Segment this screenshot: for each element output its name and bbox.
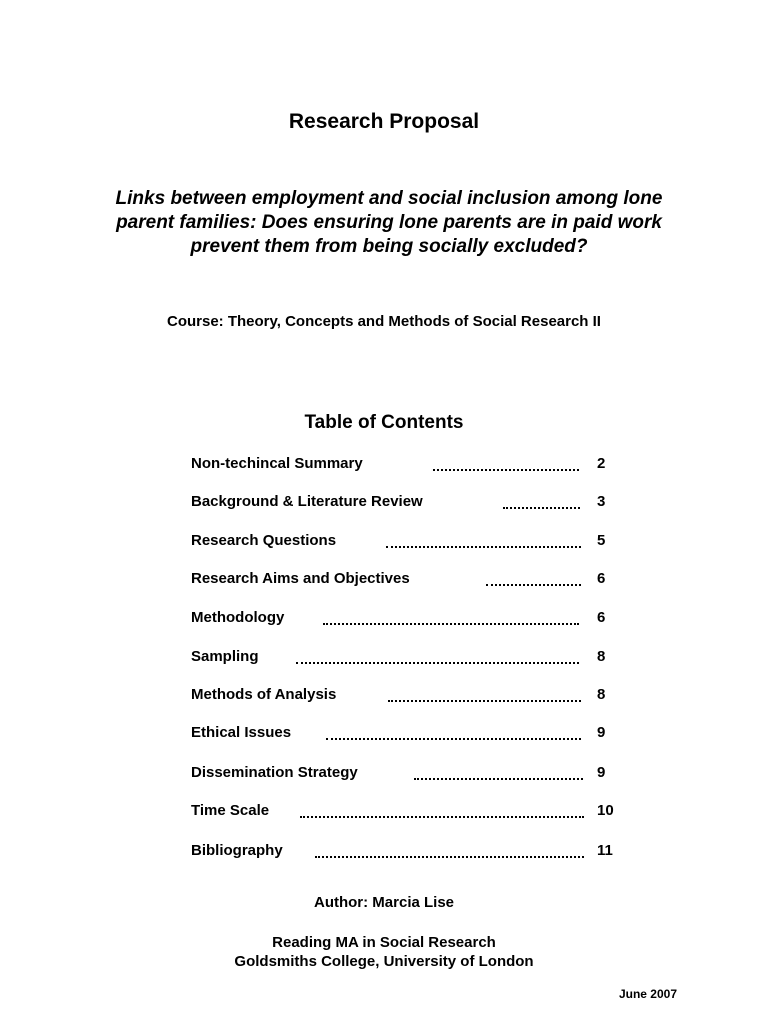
toc-entry-page: 3 [597,493,606,510]
author-line: Author: Marcia Lise [313,894,455,911]
toc-entry [0,455,768,475]
toc-dot-leader [503,507,580,509]
toc-entry [0,724,768,744]
toc-dot-leader [433,469,579,471]
toc-entry-page: 10 [597,802,614,819]
toc-heading: Table of Contents [304,412,464,433]
toc-entry-label: Research Aims and Objectives [191,570,410,587]
toc-entry [0,493,768,513]
toc-entry-label: Dissemination Strategy [191,764,358,781]
toc-entry-label: Sampling [191,648,259,665]
toc-entry-label: Background & Literature Review [191,493,423,510]
program-line: Reading MA in Social Research [272,934,496,951]
toc-entry-label: Ethical Issues [191,724,292,741]
course-line: Course: Theory, Concepts and Methods of Social Research II [167,313,601,330]
toc-entry-page: 9 [597,724,606,741]
toc-entry-page: 9 [597,764,606,781]
toc-entry-label: Bibliography [191,842,283,859]
toc-dot-leader [326,738,581,740]
toc-entry [0,532,768,552]
toc-dot-leader [300,816,584,818]
toc-dot-leader [414,778,583,780]
toc-dot-leader [388,700,581,702]
toc-entry-label: Time Scale [191,802,270,819]
toc-entry-label: Non-techincal Summary [191,455,363,472]
toc-dot-leader [323,623,579,625]
institution-line: Goldsmiths College, University of London [234,953,534,970]
toc-dot-leader [386,546,581,548]
document-title: Research Proposal [288,110,480,133]
toc-entry-page: 8 [597,648,606,665]
toc-entry [0,686,768,706]
toc-entry-page: 6 [597,609,606,626]
toc-entry [0,609,768,629]
document-subtitle: Links between employment and social inclusion among lone parent families: Does ensuring lone parents are in paid work prevent them from being socially excluded? [115,188,663,257]
toc-dot-leader [296,662,579,664]
toc-entry-label: Research Questions [191,532,337,549]
toc-entry-page: 2 [597,455,606,472]
toc-entry [0,570,768,590]
toc-entry [0,764,768,784]
toc-entry [0,842,768,862]
toc-entry-page: 8 [597,686,606,703]
toc-entry-label: Methodology [191,609,285,626]
document-date: June 2007 [618,987,677,1001]
toc-entry-page: 6 [597,570,606,587]
toc-entry [0,648,768,668]
toc-entry-page: 11 [597,842,613,859]
toc-entry [0,802,768,822]
toc-entry-label: Methods of Analysis [191,686,337,703]
toc-dot-leader [486,584,581,586]
toc-entry-page: 5 [597,532,606,549]
toc-dot-leader [315,856,584,858]
